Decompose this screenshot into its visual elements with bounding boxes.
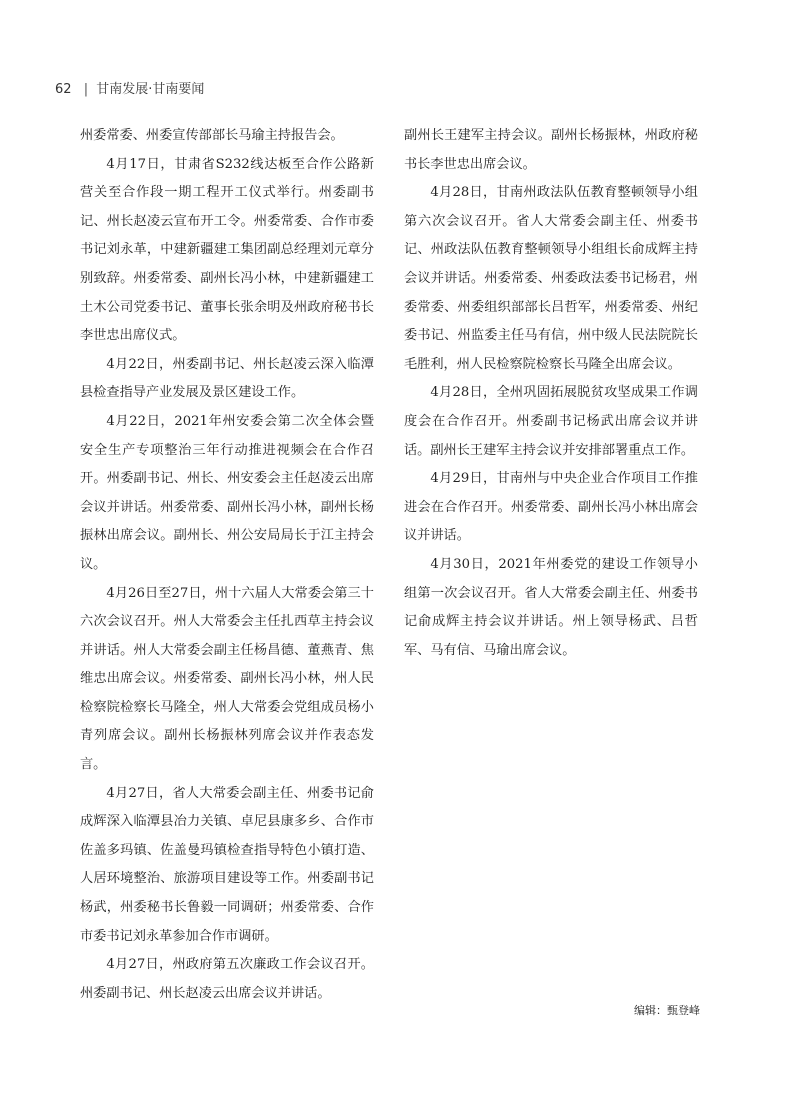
news-paragraph: 4月27日，省人大常委会副主任、州委书记俞成辉深入临潭县冶力关镇、卓尼县康多乡、合作市佐盖多玛镇、佐盖曼玛镇检查指导特色小镇打造、人居环境整治、旅游项目建设等工作。州委副书记杨武，州委秘书长鲁毅一同调研；州委常委、合作市委书记刘永革参加合作市调研。 bbox=[80, 785, 374, 944]
news-paragraph: 4月28日，甘南州政法队伍教育整顿领导小组第六次会议召开。省人大常委会副主任、州委书记、州政法队伍教育整顿领导小组组长俞成辉主持会议并讲话。州委常委、州委政法委书记杨君，州委常委、州委组织部部长吕哲军，州委常委、州纪委书记、州监委主任马有信，州中级人民法院院长毛胜利，州人民检察院检察长马隆全出席会议。 bbox=[404, 185, 698, 372]
news-paragraph: 州委常委、州委宣传部部长马瑜主持报告会。 bbox=[80, 128, 344, 143]
editor-credit: 编辑：甄登峰 bbox=[634, 1004, 700, 1017]
right-column bbox=[404, 122, 698, 665]
header-separator: | bbox=[83, 82, 89, 97]
page-number: 62 bbox=[55, 82, 72, 97]
page-header bbox=[55, 78, 204, 97]
news-paragraph: 4月28日，全州巩固拓展脱贫攻坚成果工作调度会在合作召开。州委副书记杨武出席会议并讲话。副州长王建军主持会议并安排部署重点工作。 bbox=[404, 385, 698, 458]
left-column bbox=[80, 122, 374, 1008]
news-paragraph: 4月22日，州委副书记、州长赵凌云深入临潭县检查指导产业发展及景区建设工作。 bbox=[80, 356, 374, 401]
section-title: 甘南发展·甘南要闻 bbox=[96, 82, 205, 97]
news-paragraph: 副州长王建军主持会议。副州长杨振林，州政府秘书长李世忠出席会议。 bbox=[404, 128, 698, 172]
news-paragraph: 4月27日，州政府第五次廉政工作会议召开。州委副书记、州长赵凌云出席会议并讲话。 bbox=[80, 957, 374, 1001]
news-paragraph: 4月17日，甘肃省S232线达板至合作公路新营关至合作段一期工程开工仪式举行。州委副书记、州长赵凌云宣布开工令。州委常委、合作市委书记刘永革，中建新疆建工集团副总经理刘元章分别致辞。州委常委、副州长冯小林，中建新疆建工土木公司党委书记、董事长张余明及州政府秘书长李世忠出席仪式。 bbox=[80, 156, 374, 344]
news-paragraph: 4月22日，2021年州安委会第二次全体会暨安全生产专项整治三年行动推进视频会在合作召开。州委副书记、州长、州安委会主任赵凌云出席会议并讲话。州委常委、副州长冯小林，副州长杨振林出席会议。副州长、州公安局局长于江主持会议。 bbox=[80, 413, 374, 572]
news-paragraph: 4月30日，2021年州委党的建设工作领导小组第一次会议召开。省人大常委会副主任、州委书记俞成辉主持会议并讲话。州上领导杨武、吕哲军、马有信、马瑜出席会议。 bbox=[404, 556, 698, 658]
news-paragraph: 4月29日，甘南州与中央企业合作项目工作推进会在合作召开。州委常委、副州长冯小林出席会议并讲话。 bbox=[404, 471, 698, 544]
news-paragraph: 4月26日至27日，州十六届人大常委会第三十六次会议召开。州人大常委会主任扎西草主持会议并讲话。州人大常委会副主任杨昌德、董燕青、焦维忠出席会议。州委常委、副州长冯小林，州人民检察院检察长马隆全，州人大常委会党组成员杨小青列席会议。副州长杨振林列席会议并作表态发言。 bbox=[80, 585, 374, 773]
